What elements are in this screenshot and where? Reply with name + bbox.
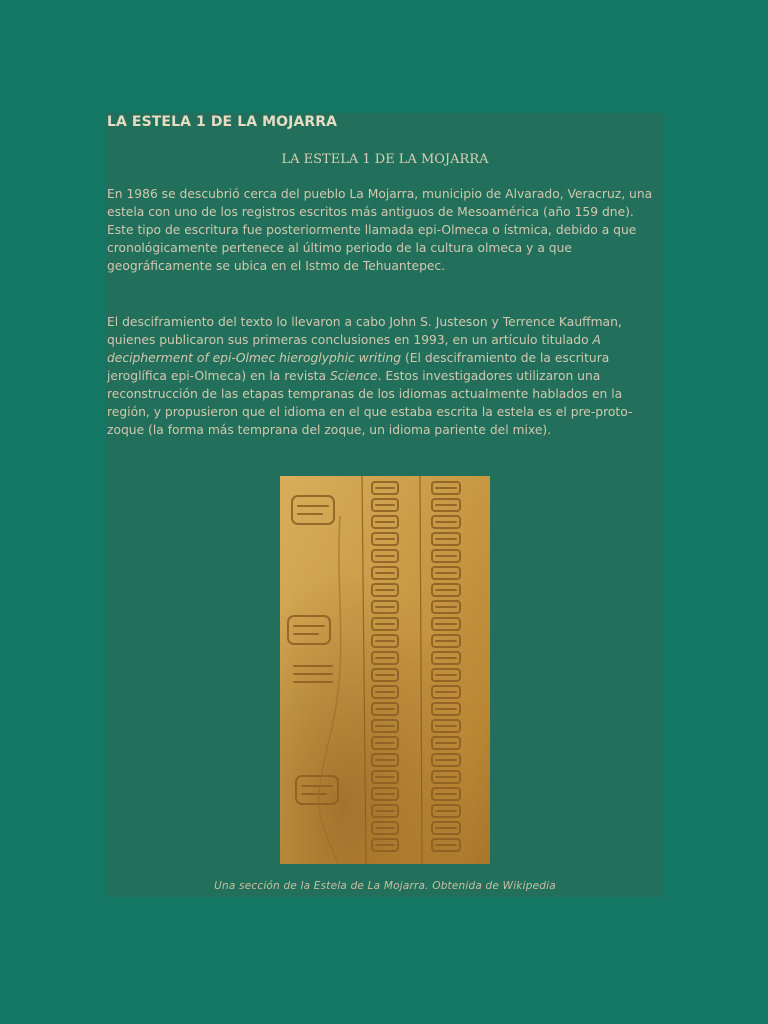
image-caption: Una sección de la Estela de La Mojarra. Obtenida de Wikipedia: [214, 880, 556, 892]
paragraph-discovery: En 1986 se descubrió cerca del pueblo La Mojarra, municipio de Alvarado, Veracruz, una estela con uno de los registros escritos más antiguos de Mesoamérica (año 159 dne). Este tipo de escritura fue posteriormente llamada epi-Olmeca o ístmica, debido a que cronológicamente pertenece al último periodo de la cultura olmeca y a que geográficamente se ubica en el Istmo de Tehuantepec.: [107, 187, 653, 273]
article-subtitle: LA ESTELA 1 DE LA MOJARRA: [281, 152, 489, 167]
paragraph-text: El desciframiento del texto lo llevaron a cabo John S. Justeson y Terrence Kauffman, quienes publicaron sus primeras conclusiones en 1993, en un artículo titulado: [107, 315, 622, 347]
paragraph-text: . Estos investigadores utilizaron una reconstrucción de las etapas tempranas de los idiomas actualmente hablados en la región, y propusieron que el idioma en el que estaba escrita la estela es el pre-proto-zoque (la forma más temprana del zoque, un idioma pariente del mixe).: [107, 369, 633, 437]
article-panel: [106, 113, 664, 897]
post-title: LA ESTELA 1 DE LA MOJARRA: [107, 114, 338, 130]
article-title-italic: A decipherment of epi-Olmec hieroglyphic writing: [107, 333, 601, 365]
stela-carving-image: [280, 476, 490, 864]
paragraph-text: (El desciframiento de la escritura jeroglífica epi-Olmeca) en la revista: [107, 351, 610, 383]
journal-name-italic: Science: [329, 369, 378, 383]
stela-photo: [280, 476, 490, 864]
paragraph-decipherment: [107, 313, 659, 439]
